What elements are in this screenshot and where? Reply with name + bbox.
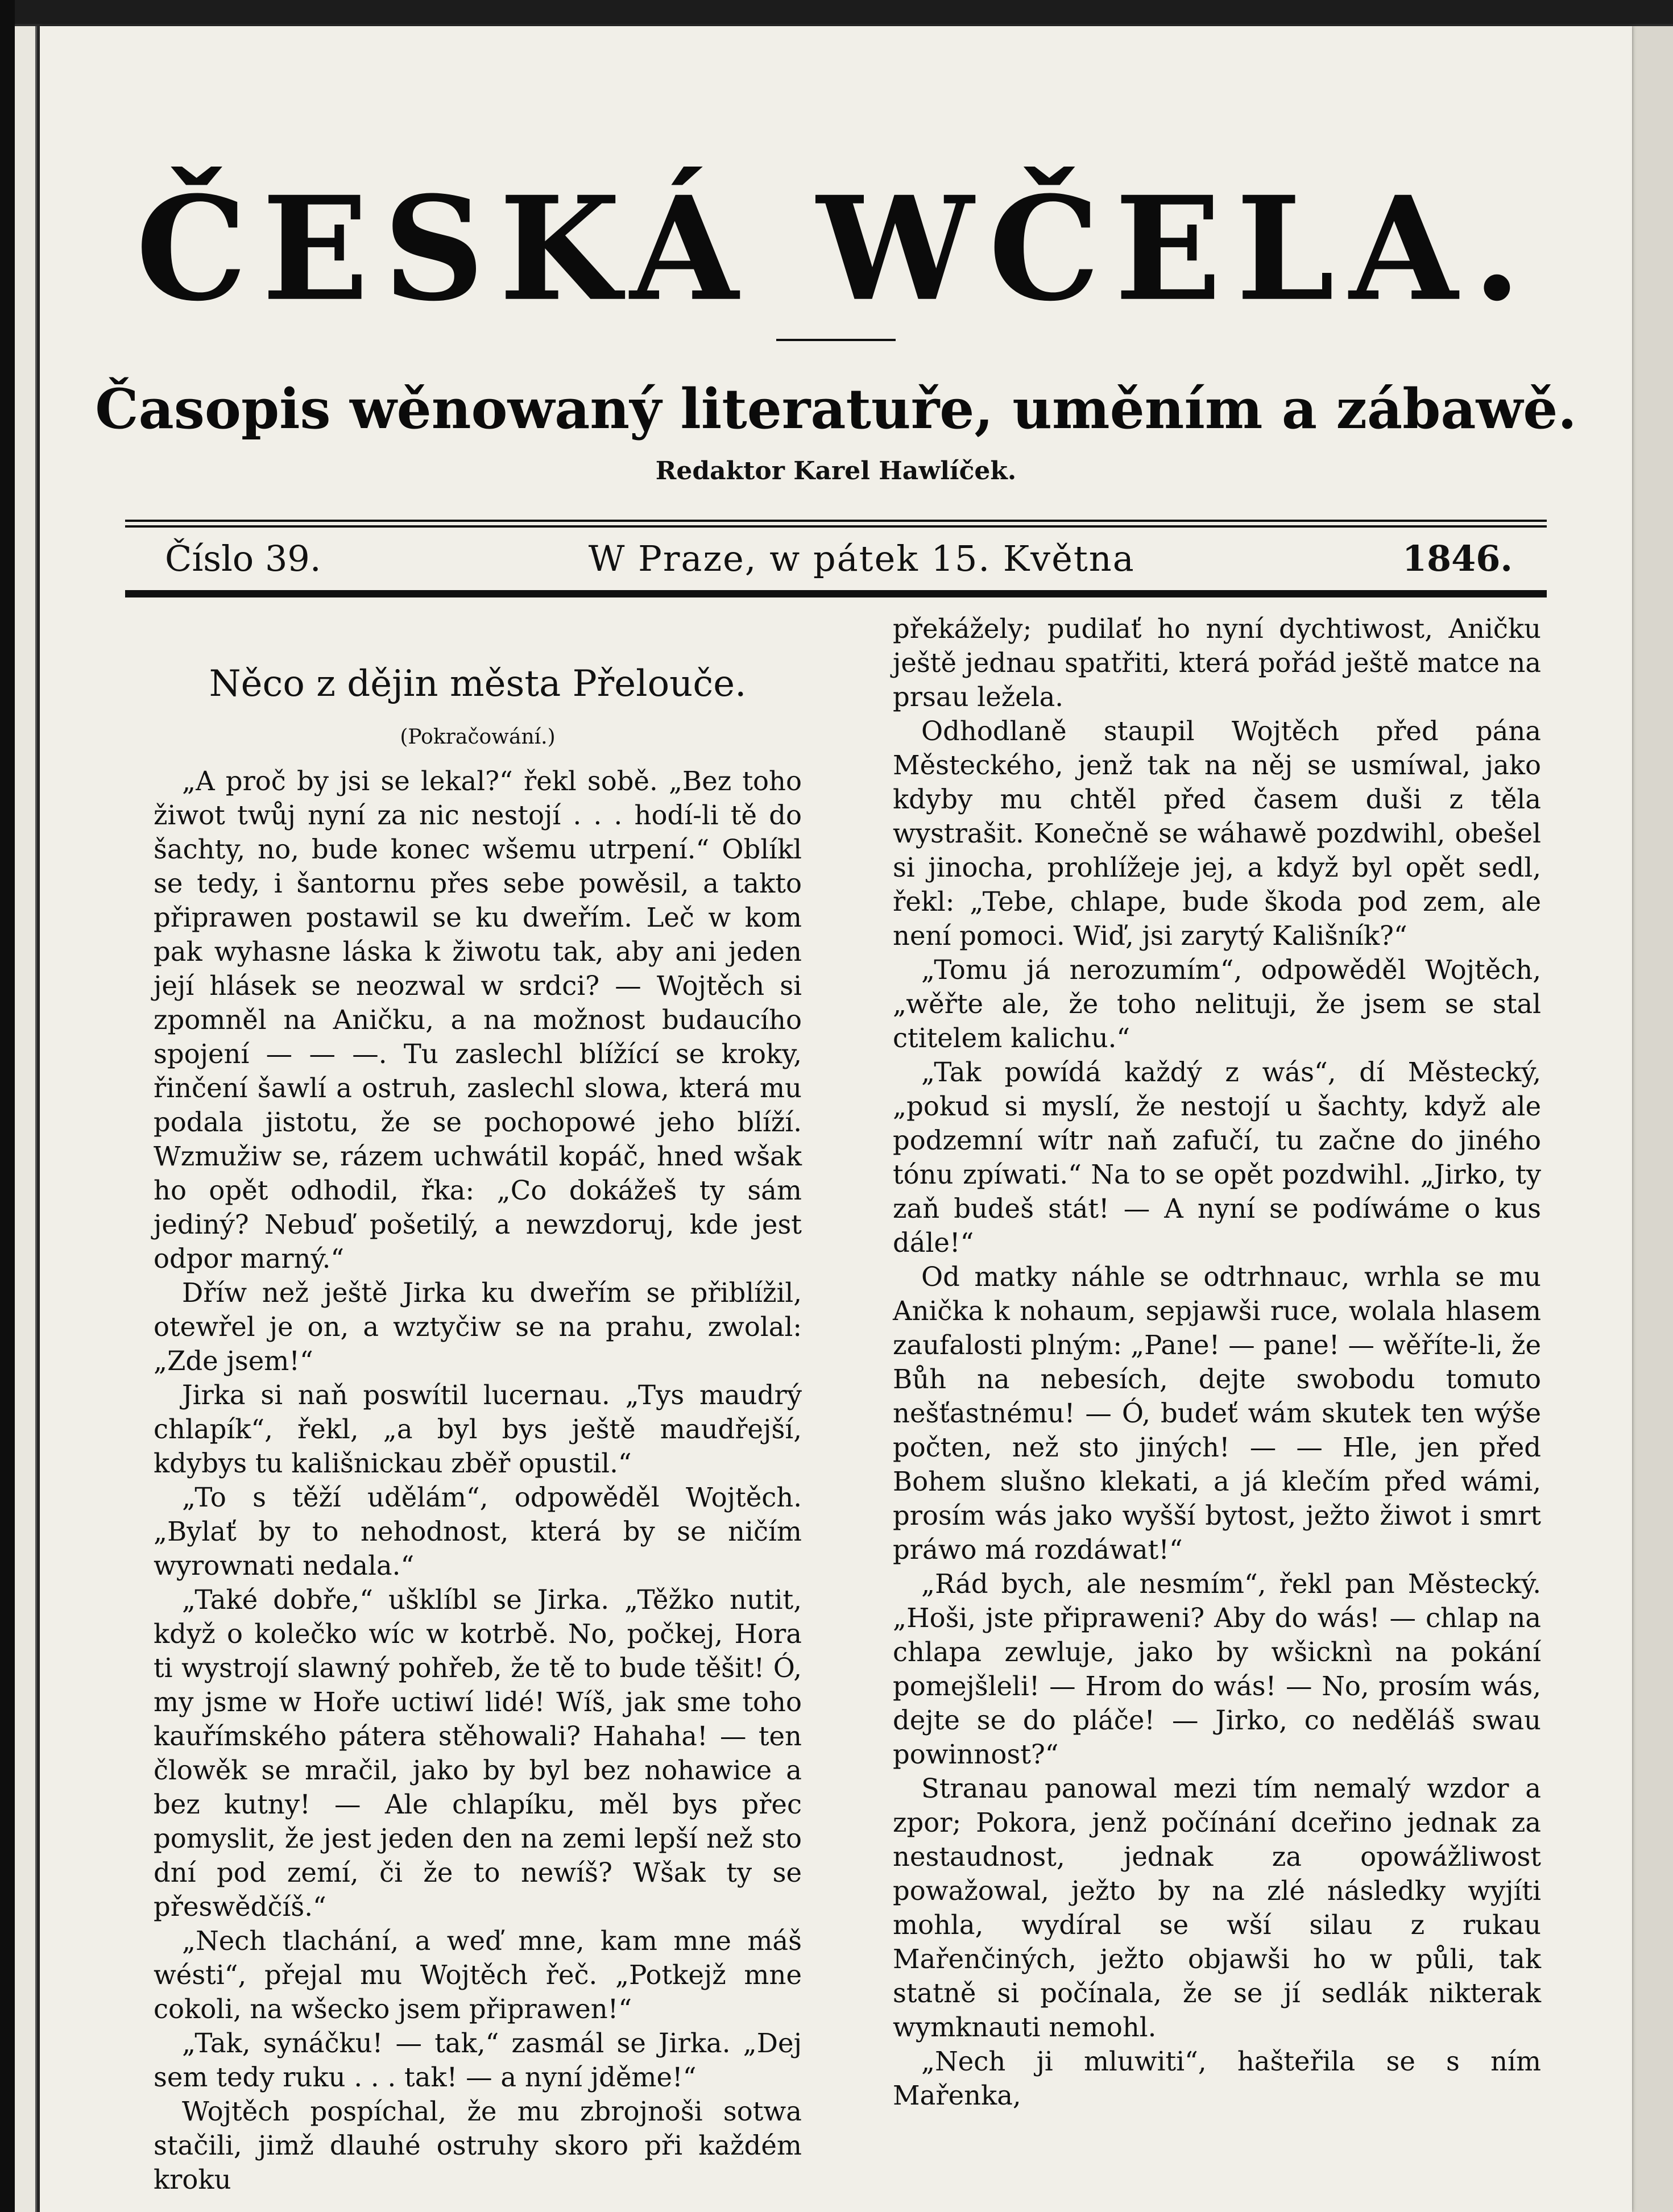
paragraph: „Tomu já nerozumím“, odpowěděl Wojtěch, „wěřte ale, že toho nelituji, že jsem se stal ctitelem kalichu.“ xyxy=(893,954,1541,1053)
paragraph: Wojtěch pospíchal, že mu zbrojnoši sotwa stačili, jimž dlauhé ostruhy skoro při každém kroku xyxy=(154,2096,802,2195)
title-divider xyxy=(776,339,896,341)
previous-page-edge xyxy=(15,26,37,2212)
paragraph: „Také dobře,“ ušklíbl se Jirka. „Těžko nutit, když o kolečko wíc w kotrbě. No, počkej, Hora ti wystrojí slawný pohřeb, že tě to bude těšit! Ó, my jsme w Hoře uctiwí lidé! Wíš, jak sme toho kauřímského pátera stěhowali? Hahaha! — ten člowěk se mračil, jako by byl bez nohawice a bez kutny! — Ale chlapíku, měl bys přec pomyslit, že jest jeden den na zemi lepší než sto dní pod zemí, či že to newíš? Wšak ty se přeswědčíš.“ xyxy=(154,1584,802,1922)
issue-bar xyxy=(125,520,1547,597)
editor-line: Redaktor Karel Hawlíček. xyxy=(655,456,1017,485)
paragraph: Od matky náhle se odtrhnauc, wrhla se mu Anička k nohaum, sepjawši ruce, wolala hlasem zaufalosti plným: „Pane! — pane! — wěříte-li, že Bůh na nebesích, dejte swobodu tomuto nešťastnému! — Ó, budeť wám skutek ten wýše počten, než sto jiných! — — Hle, jen před Bohem slušno klekati, a já klečím před wámi, prosím wás jako wyšší bytost, ježto žiwot i smrt práwo má rozdáwat!“ xyxy=(893,1261,1541,1565)
scan-top-border xyxy=(0,0,1673,24)
issue-row xyxy=(125,528,1547,590)
paragraph: „Nech ji mluwiti“, hašteřila se s ním Mařenka, xyxy=(893,2046,1541,2111)
article-columns xyxy=(154,612,1552,2195)
paragraph: „Tak powídá každý z wás“, dí Městecký, „pokud si myslí, že nestojí u šachty, když ale podzemní wítr naň zafučí, tu začne do jiného tónu zpíwati.“ Na to se opět pozdwihl. „Jirko, ty zaň budeš stát! — A nyní se podíwáme o kus dále!“ xyxy=(893,1057,1541,1258)
paragraph: překážely; pudilať ho nyní dychtiwost, Aničku ještě jednau spatřiti, která pořád ještě matce na prsau ležela. xyxy=(893,613,1541,712)
paragraph: „Tak, synáčku! — tak,“ zasmál se Jirka. „Dej sem tedy ruku . . . tak! — a nyní jděme!“ xyxy=(154,2028,802,2093)
issue-number: Číslo 39. xyxy=(165,538,321,579)
paragraph: Stranau panowal mezi tím nemalý wzdor a zpor; Pokora, jenž počínání dceřino jednak za nestaudnost, jednak za opowážliwost powažowal, ježto by na zlé následky wyjíti mohla, wydíral se wší silau z rukau Mařenčiných, ježto objawši ho w půli, tak statně si počínala, že se jí sedlák nikterak wymknauti nemohl. xyxy=(893,1773,1541,2043)
right-column xyxy=(893,612,1541,2113)
article-title: Něco z dějin města Přelouče. xyxy=(209,663,747,705)
paragraph: „To s těží udělám“, odpowěděl Wojtěch. „Bylať by to nehodnost, která by se ničím wyrownati nedala.“ xyxy=(154,1482,802,1581)
issue-bottom-rule xyxy=(125,590,1547,597)
paragraph: „A proč by jsi se lekal?“ řekl sobě. „Bez toho žiwot twůj nyní za nic nestojí . . . hodí-li tě do šachty, no, bude konec wšemu utrpení.“ Oblíkl se tedy, i šantornu přes sebe powěsil, a takto připrawen postawil se ku dweřím. Leč w kom pak wyhasne láska k žiwotu tak, aby ani jeden její hlásek se neozwal w srdci? — Wojtěch si zpomněl na Aničku, a na možnost budaucího spojení — — —. Tu zaslechl blížící se kroky, řinčení šawlí a ostruh, zaslechl slowa, která mu podala jistotu, že se pochopowé jeho blíží. Wzmužiw se, rázem uchwátil kopáč, hned wšak ho opět odhodil, řka: „Co dokážeš ty sám jediný? Nebuď pošetilý, a newzdoruj, kde jest odpor marný.“ xyxy=(154,766,802,1274)
scan-left-border xyxy=(0,0,15,2212)
masthead xyxy=(40,165,1632,485)
paragraph: Jirka si naň poswítil lucernau. „Tys maudrý chlapík“, řekl, „a byl bys ještě maudřejší, kdybys tu kališnickau zběř opustil.“ xyxy=(154,1380,802,1479)
continuation-note: (Pokračowání.) xyxy=(400,725,556,749)
newspaper-page xyxy=(40,26,1632,2212)
left-column xyxy=(154,612,802,2197)
newspaper-subtitle: Časopis wěnowaný literatuře, uměním a zábawě. xyxy=(95,377,1577,441)
newspaper-title: ČESKÁ WČELA. xyxy=(135,165,1537,333)
paragraph: „Rád bych, ale nesmím“, řekl pan Městecký. „Hoši, jste připraweni? Aby do wás! — chlap na chlapa zewluje, jako by wšicknì na pokání pomejšleli! — Hrom do wás! — No, prosím wás, dejte se do pláče! — Jirko, co neděláš swau powinnost?“ xyxy=(893,1568,1541,1770)
issue-date: W Praze, w pátek 15. Května xyxy=(588,538,1135,579)
paragraph: „Nech tlachání, a weď mne, kam mne máš wésti“, přejal mu Wojtěch řeč. „Potkejž mne cokoli, na wšecko jsem připrawen!“ xyxy=(154,1925,802,2024)
next-page-edge xyxy=(1632,26,1673,2212)
paragraph: Odhodlaně staupil Wojtěch před pána Městeckého, jenž tak na něj se usmíwal, jako kdyby mu chtěl před časem duši z těla wystrašit. Konečně se wáhawě pozdwihl, obešel si jinocha, prohlížeje jej, a když byl opět sedl, řekl: „Tebe, chlape, bude škoda pod zem, ale není pomoci. Wiď, jsi zarytý Kališník?“ xyxy=(893,716,1541,951)
issue-year: 1846. xyxy=(1402,538,1513,579)
paragraph: Dříw než ještě Jirka ku dweřím se přiblížil, otewřel je on, a wztyčiw se na prahu, zwolal: „Zde jsem!“ xyxy=(154,1277,802,1376)
